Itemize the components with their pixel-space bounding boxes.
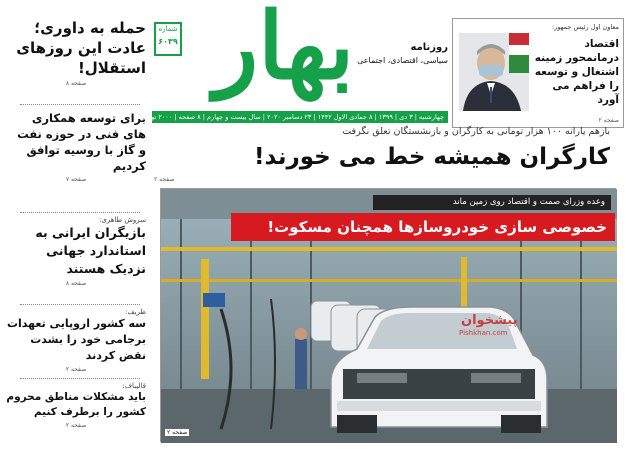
left-story-1-headline: حمله به داوری؛ عادت این روزهای استقلال!: [16, 19, 146, 77]
slogan-sub: سیاسی، اقتصادی، اجتماعی: [357, 56, 448, 65]
issue-number: ۶۰۳۹: [158, 37, 178, 46]
top-right-headline: اقتصاد درمانمحور زمینه اشتغال و توسعه را فراهم می آورد: [534, 38, 619, 106]
watermark-url: Pishkhan.com: [459, 329, 508, 337]
slogan-main: روزنامه: [410, 42, 448, 53]
divider: [20, 304, 140, 305]
newspaper-logo[interactable]: [174, 0, 394, 100]
date-bar: چهارشنبه | ۳ دی | ۱۳۹۹ | ۸ جمادی الاول ۱۴۴۲ | ۲۳ دسامبر ۲۰۲۰ | سال بیست و چهارم | ۸ صفحه | ۲۰۰۰ تومان: [152, 111, 448, 123]
divider: [20, 104, 140, 105]
left-story-5-kicker: قالیباف:: [122, 382, 146, 390]
left-story-1[interactable]: [6, 18, 146, 87]
left-news-column: [6, 18, 146, 448]
left-story-5[interactable]: [6, 382, 146, 429]
portrait-illustration: [459, 33, 529, 111]
left-story-2-headline: برای توسعه همکاری های فنی در حوزه نفت و گاز با روسیه توافق کردیم: [17, 111, 146, 173]
top-right-ref: صفحه ۲: [598, 117, 619, 124]
portrait-photo: [459, 33, 529, 111]
watermark-logo: پیشخوان: [461, 313, 518, 328]
main-sub-kicker: بازهم یارانه ۱۰۰ هزار تومانی به کارگران و بازنشستگان تعلق نگرفت: [342, 126, 610, 137]
photo-ref: صفحه ۲: [167, 429, 188, 436]
left-story-3-headline: بازیگران ایرانی به استاندارد جهانی نزدیک هستند: [35, 225, 146, 276]
factory-photo[interactable]: [160, 188, 616, 442]
divider: [20, 378, 140, 379]
left-story-5-headline: باید مشکلات مناطق محروم کشور را برطرف کنیم: [6, 391, 146, 418]
photo-kicker: وعده وزرای صمت و اقتصاد روی زمین ماند: [373, 195, 611, 210]
left-story-3-kicker: سروش طاهری:: [99, 216, 146, 224]
main-ref: صفحه ۲: [154, 176, 175, 183]
left-story-3-ref: صفحه ۸: [65, 280, 87, 287]
top-right-kicker: معاون اول رئیس جمهور:: [551, 23, 619, 31]
issue-number-box: [154, 22, 182, 56]
left-story-2[interactable]: [6, 110, 146, 183]
issue-label: شماره: [158, 25, 178, 33]
logo-wordmark: بهار: [213, 0, 355, 100]
top-right-story[interactable]: [452, 18, 624, 128]
left-story-3[interactable]: [6, 216, 146, 287]
left-story-4-kicker: ظریف:: [125, 308, 146, 316]
left-story-5-ref: صفحه ۲: [65, 422, 87, 429]
left-story-2-ref: صفحه ۷: [65, 176, 87, 183]
divider: [20, 212, 140, 213]
left-story-1-ref: صفحه ۸: [65, 80, 87, 87]
masthead: [150, 2, 450, 120]
main-headline[interactable]: کارگران همیشه خط می خورند!: [254, 144, 610, 170]
left-story-4-headline: سه کشور اروپایی تعهدات برجامی خود را بشدت نقض کردند: [6, 317, 146, 362]
left-story-4-ref: صفحه ۲: [65, 366, 87, 373]
left-story-4[interactable]: [6, 308, 146, 373]
photo-headline[interactable]: خصوصی سازی خودروسازها همچنان مسکوت!: [231, 213, 615, 241]
